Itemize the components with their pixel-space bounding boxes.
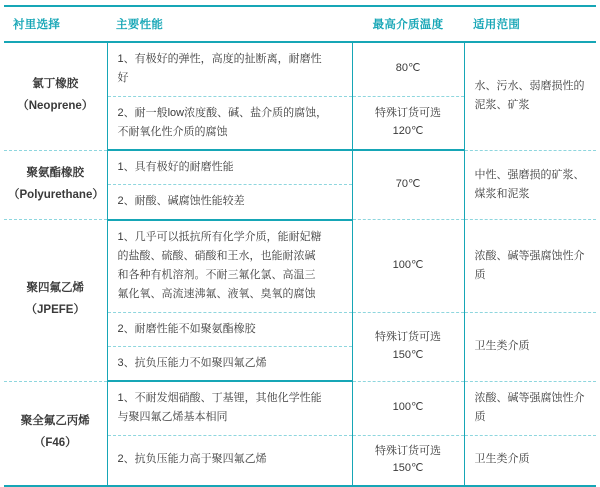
cell-scope: 中性、强磨损的矿浆、 煤浆和泥浆 (464, 150, 596, 220)
cell-properties: 1、具有极好的耐磨性能 (107, 150, 352, 185)
cell-properties: 2、抗负压能力高于聚四氟乙烯 (107, 435, 352, 486)
column-header-scope: 适用范围 (464, 6, 596, 42)
cell-properties: 1、几乎可以抵抗所有化学介质，能耐妃糖 的盐酸、硫酸、硝酸和王水，也能耐浓碱 和各种有机溶剂。不耐三氟化氯、高温三 氟化氧、高流速沸氟、液氧、臭氧的腐蚀 (107, 220, 352, 313)
cell-scope: 卫生类介质 (464, 312, 596, 381)
table-row (4, 42, 596, 96)
cell-max-temperature: 特殊订货可选 150℃ (352, 435, 464, 486)
column-header-max-temp: 最高介质温度 (352, 6, 464, 42)
table-header-row (4, 6, 596, 42)
cell-properties: 2、耐一般low浓度酸、碱、盐介质的腐蚀， 不耐氧化性介质的腐蚀 (107, 96, 352, 150)
column-header-lining: 衬里选择 (4, 6, 107, 42)
table-body (4, 42, 596, 486)
cell-properties: 1、有极好的弹性，高度的扯断离，耐磨性 好 (107, 42, 352, 96)
cell-properties: 2、耐酸、碱腐蚀性能较差 (107, 185, 352, 220)
cell-material-name: 聚氨酯橡胶 （Polyurethane） (4, 150, 107, 220)
cell-max-temperature: 100℃ (352, 381, 464, 435)
column-header-properties: 主要性能 (107, 6, 352, 42)
cell-material-name: 氯丁橡胶 （Neoprene） (4, 42, 107, 150)
cell-properties: 3、抗负压能力不如聚四氟乙烯 (107, 346, 352, 381)
table-row (4, 220, 596, 313)
cell-scope: 浓酸、碱等强腐蚀性介 质 (464, 381, 596, 435)
cell-scope: 水、污水、弱磨损性的 泥浆、矿浆 (464, 42, 596, 150)
table-row (4, 150, 596, 185)
cell-properties: 1、不耐发烟硝酸、丁基锂，其他化学性能 与聚四氟乙烯基本相同 (107, 381, 352, 435)
cell-max-temperature: 特殊订货可选 120℃ (352, 96, 464, 150)
table-header (4, 6, 596, 42)
lining-selection-table (4, 5, 596, 487)
cell-max-temperature: 70℃ (352, 150, 464, 220)
cell-material-name: 聚全氟乙丙烯 （F46） (4, 381, 107, 486)
cell-material-name: 聚四氟乙烯 （JPEFE） (4, 220, 107, 382)
cell-max-temperature: 特殊订货可选 150℃ (352, 312, 464, 381)
cell-scope: 浓酸、碱等强腐蚀性介 质 (464, 220, 596, 313)
cell-max-temperature: 80℃ (352, 42, 464, 96)
cell-properties: 2、耐磨性能不如聚氨酯橡胶 (107, 312, 352, 346)
cell-max-temperature: 100℃ (352, 220, 464, 313)
cell-scope: 卫生类介质 (474, 453, 530, 466)
